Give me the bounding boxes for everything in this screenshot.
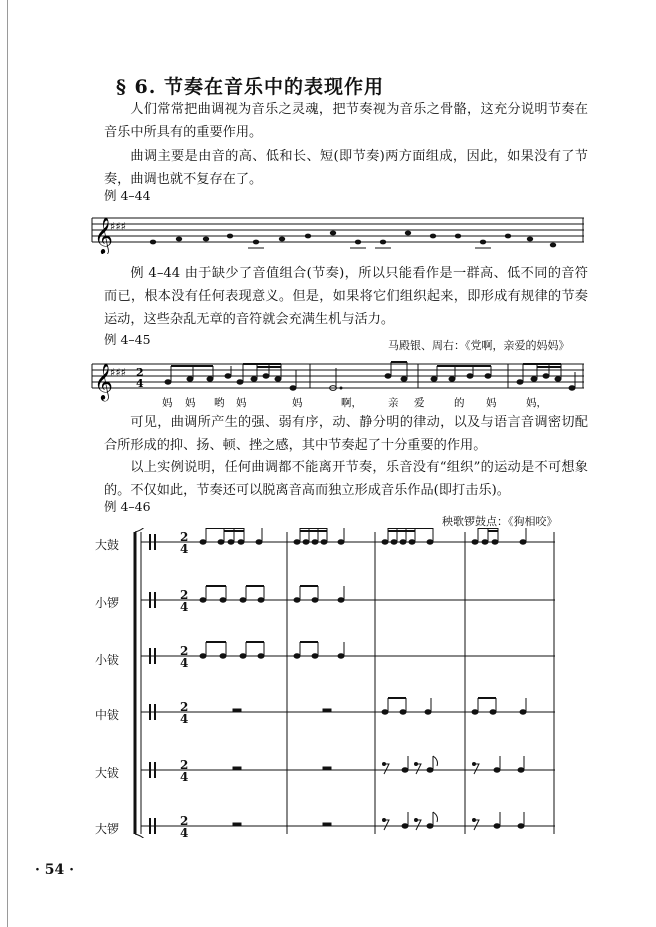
paragraph-5 xyxy=(104,456,588,502)
example-4-45-label: 例 4–45 xyxy=(104,332,151,347)
lyric-syllable: 啊， xyxy=(341,397,362,409)
time-signature-bottom: 4 xyxy=(180,712,189,726)
big-gong-rhythm xyxy=(233,812,524,830)
lyric-syllable: 妈 xyxy=(185,397,196,409)
time-signature-top: 2 xyxy=(136,366,144,379)
lyric-syllable: 爱 xyxy=(414,397,425,409)
example-4-44-staff xyxy=(88,208,588,254)
time-signature-top: 2 xyxy=(180,758,189,772)
time-signature-bottom: 4 xyxy=(180,542,189,556)
paragraph-2 xyxy=(104,145,588,191)
example-4-45-source: 马殿银、周右：《党啊，亲爱的妈妈》 xyxy=(388,339,570,352)
paragraph-1-text: 人们常常把曲调视为音乐之灵魂，把节奏视为音乐之骨骼，这充分说明节奏在音乐中所具有的重要作用。 xyxy=(104,102,588,140)
treble-clef-icon: 𝄞 xyxy=(94,216,113,254)
key-signature-sharps: ♯♯♯ xyxy=(110,220,126,233)
lyric-syllable: 的 xyxy=(454,397,465,409)
paragraph-3-text: 例 4–44 由于缺少了音值组合(节奏)，所以只能看作是一群高、低不同的音符而已，根本没有任何表现意义。但是，如果将它们组织起来，即形成有规律的节奏运动，这些杂乱无章的音符就会充满生机与活力。 xyxy=(104,266,588,327)
key-signature-sharps: ♯♯♯ xyxy=(110,366,126,379)
page-number: · 54 · xyxy=(35,862,74,878)
time-signature-bottom: 4 xyxy=(180,600,189,614)
time-signature-top: 2 xyxy=(180,644,189,658)
paragraph-1 xyxy=(104,98,588,144)
lyric-syllable: 亲 xyxy=(388,397,399,409)
example-4-45-staff xyxy=(88,352,588,410)
time-signature-bottom: 4 xyxy=(180,826,189,838)
page-left-edge xyxy=(7,0,8,927)
instrument-label: 中钹 xyxy=(95,708,120,722)
time-signature-bottom: 4 xyxy=(180,656,189,670)
treble-clef-icon: 𝄞 xyxy=(94,362,113,400)
section-title: § 6. 节奏在音乐中的表现作用 xyxy=(116,76,385,98)
instrument-label: 小钹 xyxy=(95,653,120,667)
lyric-syllable: 妈， xyxy=(526,397,547,409)
example-4-44-label: 例 4–44 xyxy=(104,188,151,203)
lyric-syllable: 妈 xyxy=(486,397,497,409)
example-4-46-label: 例 4–46 xyxy=(104,499,151,514)
time-signature-top: 2 xyxy=(180,700,189,714)
example-4-46-source: 秧歌锣鼓点：《狗相咬》 xyxy=(442,515,558,528)
example-4-44-notes xyxy=(150,231,556,248)
lyric-syllable: 哟 xyxy=(214,397,225,409)
paragraph-4 xyxy=(104,411,588,457)
example-4-45-lyrics xyxy=(162,396,547,409)
time-signature-top: 2 xyxy=(180,814,189,828)
instrument-label: 大钹 xyxy=(95,766,120,780)
big-cymbal-rhythm xyxy=(233,756,524,774)
lyric-syllable: 妈 xyxy=(236,397,247,409)
time-signature-bottom: 4 xyxy=(136,377,144,390)
paragraph-4-text: 可见，曲调所产生的强、弱有序，动、静分明的律动，以及与语言音调密切配合所形成的抑、扬、顿、挫之感，其中节奏起了十分重要的作用。 xyxy=(104,415,588,453)
instrument-label: 大鼓 xyxy=(95,538,120,552)
paragraph-3 xyxy=(104,262,588,331)
time-signature-top: 2 xyxy=(180,530,189,544)
paragraph-5-text: 以上实例说明，任何曲调都不能离开节奏，乐音没有“组织”的运动是不可想象的。不仅如此，节奏还可以脱离音高而独立形成音乐作品(即打击乐)。 xyxy=(104,460,588,498)
percussion-clefs-and-time xyxy=(149,530,188,838)
lyric-syllable: 妈 xyxy=(292,397,303,409)
paragraph-2-text: 曲调主要是由音的高、低和长、短(即节奏)两方面组成，因此，如果没有了节奏，曲调也就不复存在了。 xyxy=(104,149,588,187)
instrument-label: 小锣 xyxy=(95,596,120,610)
time-signature-top: 2 xyxy=(180,588,189,602)
example-4-46-score xyxy=(125,528,565,838)
lyric-syllable: 妈 xyxy=(162,397,173,409)
time-signature-bottom: 4 xyxy=(180,770,189,784)
instrument-label: 大锣 xyxy=(95,822,120,836)
